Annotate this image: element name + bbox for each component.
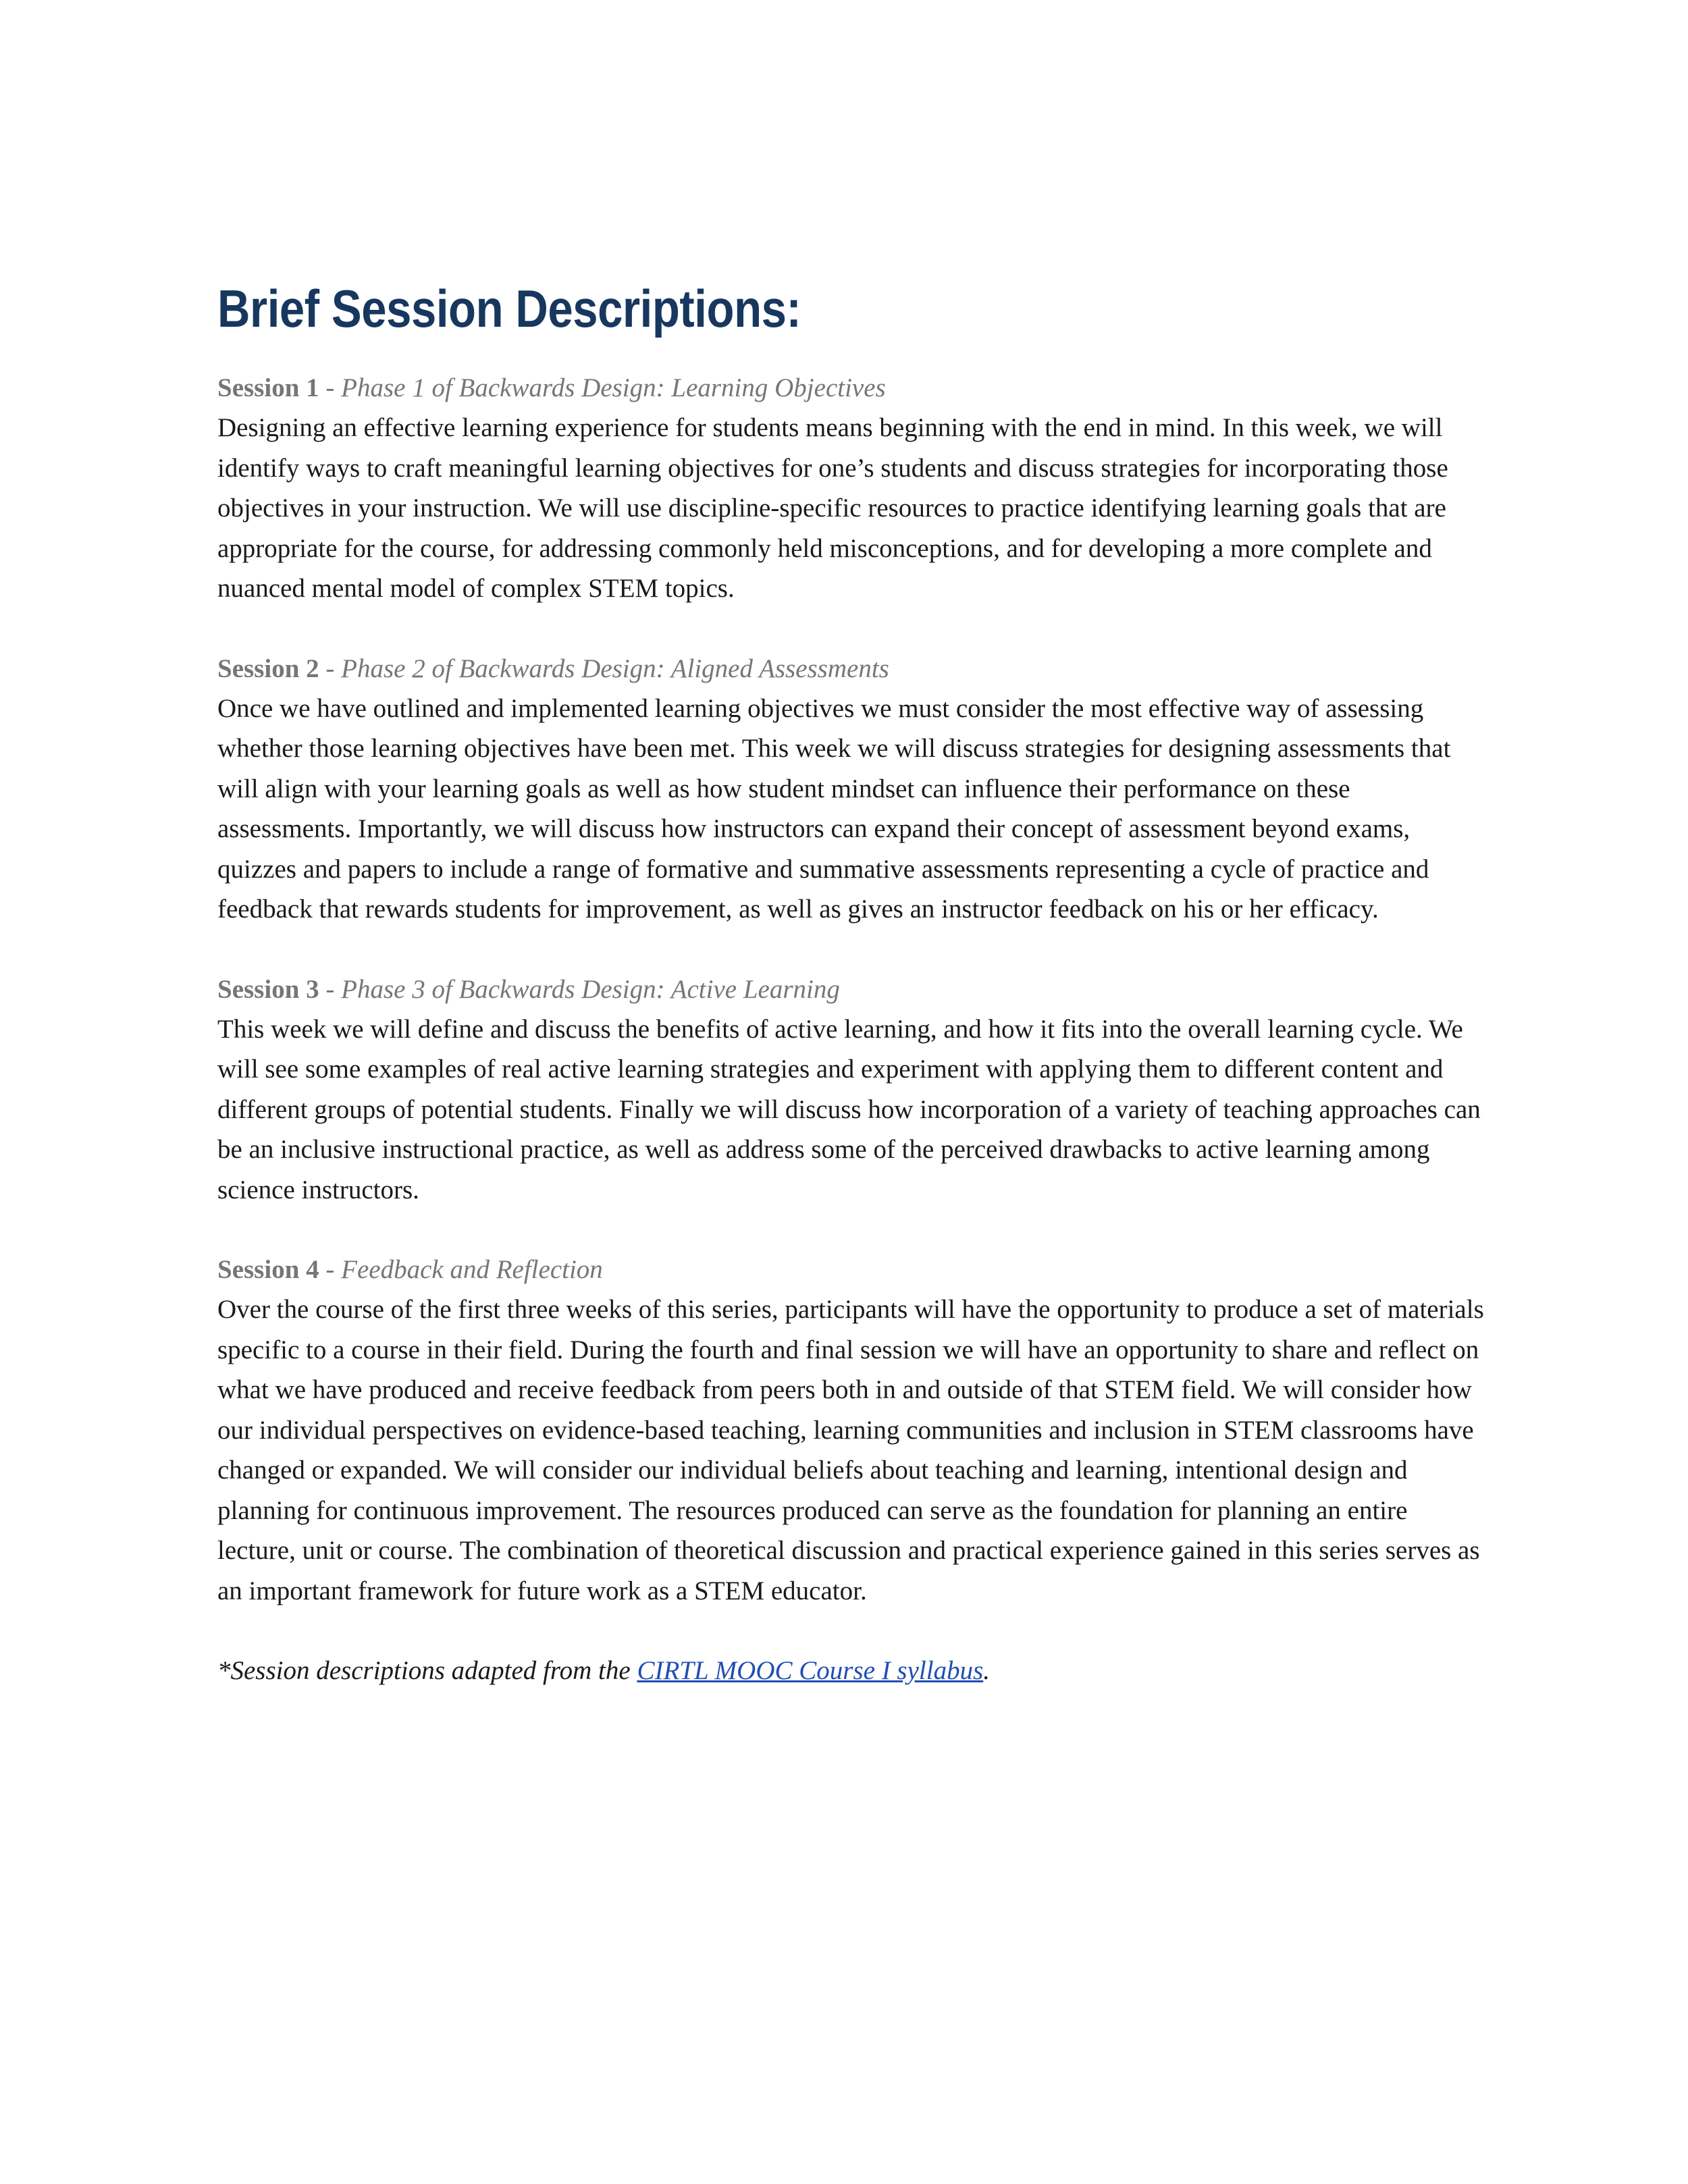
session-description: Once we have outlined and implemented learning objectives we must consider the most effective way of assessing whether those learning objectives have been met. This week we will discuss strategies for designing assessments that will align with your learning goals as well as how student mindset can influence their performance on these assessments. Importantly, we will discuss how instructors can expand their concept of assessment beyond exams, quizzes and papers to include a range of formative and summative assessments representing a cycle of practice and feedback that rewards students for improvement, as well as gives an instructor feedback on his or her efficacy. xyxy=(217,693,1451,924)
session-description: This week we will define and discuss the benefits of active learning, and how it fits into the overall learning cycle. We will see some examples of real active learning strategies and experiment with applying them to different content and different groups of potential students. Finally we will discuss how incorporation of a variety of teaching approaches can be an inclusive instructional practice, as well as address some of the perceived drawbacks to active learning among science instructors. xyxy=(217,1014,1481,1204)
page-title: Brief Session Descriptions: xyxy=(217,279,801,338)
session-number: Session 1 xyxy=(217,373,319,402)
session-separator: - xyxy=(319,974,342,1004)
session-separator: - xyxy=(319,1255,342,1284)
session-subtitle: Phase 2 of Backwards Design: Aligned Assessments xyxy=(341,654,889,683)
session-subtitle: Phase 1 of Backwards Design: Learning Objectives xyxy=(341,373,886,402)
session-description: Designing an effective learning experience for students means beginning with the end in mind. In this week, we will identify ways to craft meaningful learning objectives for one’s students and discuss strategies for incorporating those objectives in your instruction. We will use discipline-specific resources to practice identifying learning goals that are appropriate for the course, for addressing commonly held misconceptions, and for developing a more complete and nuanced mental model of complex STEM topics. xyxy=(217,413,1448,603)
session-3 xyxy=(217,969,1487,1210)
document-page xyxy=(217,273,1487,1690)
session-separator: - xyxy=(319,373,342,402)
session-heading xyxy=(217,969,1487,1009)
source-footnote xyxy=(217,1651,1487,1690)
session-number: Session 2 xyxy=(217,654,319,683)
session-heading xyxy=(217,1250,1487,1289)
syllabus-link[interactable]: CIRTL MOOC Course I syllabus xyxy=(637,1656,984,1685)
session-1 xyxy=(217,368,1487,609)
session-separator: - xyxy=(319,654,342,683)
session-4 xyxy=(217,1250,1487,1611)
session-2 xyxy=(217,649,1487,930)
session-description: Over the course of the first three weeks of this series, participants will have the opportunity to produce a set of materials specific to a course in their field. During the fourth and final session we will have an opportunity to share and reflect on what we have produced and receive feedback from peers both in and outside of that STEM field. We will consider how our individual perspectives on evidence-based teaching, learning communities and inclusion in STEM classrooms have changed or expanded. We will consider our individual beliefs about teaching and learning, intentional design and planning for continuous improvement. The resources produced can serve as the foundation for planning an entire lecture, unit or course. The combination of theoretical discussion and practical experience gained in this series serves as an important framework for future work as a STEM educator. xyxy=(217,1295,1484,1605)
session-heading xyxy=(217,649,1487,689)
session-subtitle: Feedback and Reflection xyxy=(341,1255,603,1284)
footnote-prefix: *Session descriptions adapted from the xyxy=(217,1656,637,1685)
session-subtitle: Phase 3 of Backwards Design: Active Learning xyxy=(341,974,840,1004)
footnote-suffix: . xyxy=(983,1656,991,1685)
session-number: Session 3 xyxy=(217,974,319,1004)
session-number: Session 4 xyxy=(217,1255,319,1284)
session-heading xyxy=(217,368,1487,408)
